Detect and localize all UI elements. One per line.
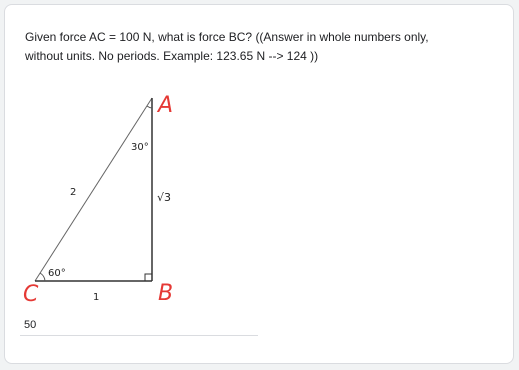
side-ab-label: √3	[157, 191, 172, 204]
vertex-c-label: C	[23, 282, 39, 307]
question-line-2: without units. No periods. Example: 123.65 N --> 124 ))	[25, 49, 319, 63]
vertex-a-label: A	[158, 93, 174, 118]
angle-c-label: 60°	[48, 268, 66, 279]
vertex-b-label: B	[158, 281, 174, 306]
angle-a-label: 30°	[131, 142, 149, 153]
triangle-figure	[20, 80, 210, 310]
question-text	[25, 28, 495, 66]
side-ac-line	[35, 98, 152, 281]
question-line-1: Given force AC = 100 N, what is force BC? ((Answer in whole numbers only,	[25, 30, 429, 44]
side-ac-label: 2	[70, 187, 77, 198]
side-bc-label: 1	[93, 292, 100, 303]
right-angle-marker	[145, 274, 152, 281]
answer-underline	[20, 335, 258, 336]
angle-c-arc	[40, 273, 45, 281]
answer-input[interactable]: 50	[24, 319, 37, 331]
